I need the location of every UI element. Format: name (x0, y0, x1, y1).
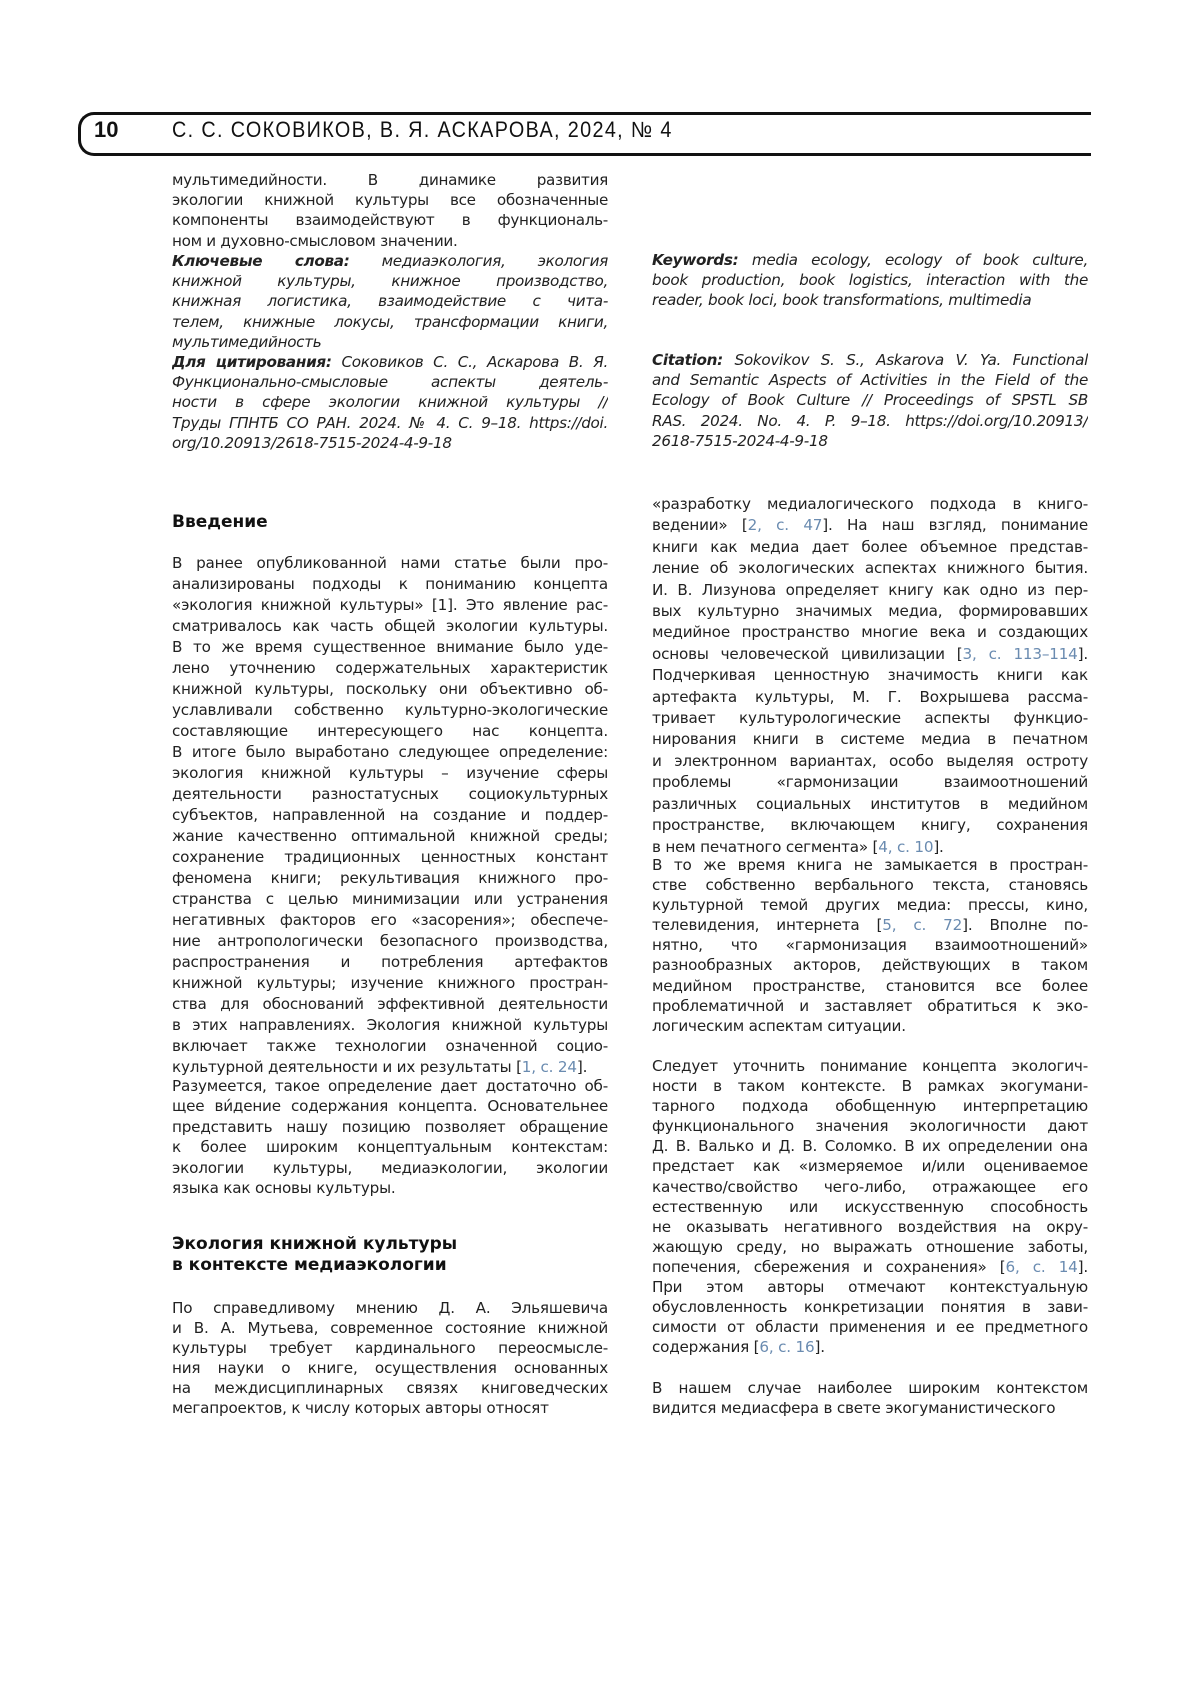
text-line: В ранее опубликованной нами статье были про- (172, 553, 608, 574)
text-line (652, 250, 1088, 270)
text-line: щее ви́дение содержания концепта. Основательнее (172, 1096, 608, 1116)
text-segment: ]. (1078, 1258, 1088, 1276)
text-line: тривает культурологические аспекты функцио- (652, 708, 1088, 729)
text-line: В нашем случае наиболее широким контекстом (652, 1378, 1088, 1398)
text-segment: ]. (814, 1338, 824, 1356)
paragraph-3 (172, 1298, 608, 1419)
text-line: мегапроектов, к числу которых авторы относят (172, 1398, 608, 1418)
text-line: «экология книжной культуры» [1]. Это явление рас- (172, 595, 608, 616)
field-label: Keywords: (652, 251, 738, 269)
text-line: разнообразных акторов, действующих в таком (652, 955, 1088, 975)
text-line (652, 350, 1088, 370)
text-line (172, 352, 608, 372)
text-line: ление об экологических аспектах книжного бытия. (652, 558, 1088, 579)
text-line (652, 1257, 1088, 1277)
text-line: на междисциплинарных связях книговедческих (172, 1378, 608, 1398)
paragraph-right-1 (652, 494, 1088, 858)
text-line: жающую среду, но выражать отношение заботы, (652, 1237, 1088, 1257)
text-line: «разработку медиалогического подхода в книго- (652, 494, 1088, 515)
text-segment: телевидения, интернета [ (652, 916, 882, 934)
text-line: В то же время книга не замыкается в простран- (652, 855, 1088, 875)
text-line: лено уточнению содержательных характеристик (172, 658, 608, 679)
text-line: функционального значения экологичности дают (652, 1116, 1088, 1136)
text-line: ности в сфере экологии книжной культуры // (172, 392, 608, 412)
text-line: уславливали собственно культурно-экологические (172, 700, 608, 721)
text-segment: попечения, сбережения и сохранения» [ (652, 1258, 1006, 1276)
text-line: экологии книжной культуры все обозначенные (172, 190, 608, 210)
paragraph-right-2 (652, 855, 1088, 1036)
text-line: Труды ГПНТБ СО РАН. 2024. № 4. С. 9–18. https://doi. (172, 413, 608, 433)
text-line: проблематичной и заставляет обратиться к эко- (652, 996, 1088, 1016)
paragraph-1 (172, 553, 608, 1078)
text-line: в этих направлениях. Экология книжной культуры (172, 1015, 608, 1036)
reference-link[interactable]: 6, с. 14 (1006, 1258, 1078, 1276)
text-line: предстает как «измеряемое и/или оцениваемое (652, 1156, 1088, 1176)
text-line: нятно, что «гармонизация взаимоотношений» (652, 935, 1088, 955)
text-line: языка как основы культуры. (172, 1178, 608, 1198)
text-line (172, 1057, 608, 1078)
text-line: книжная логистика, взаимодействие с чита- (172, 291, 608, 311)
text-line: экология книжной культуры – изучение сферы (172, 763, 608, 784)
running-title: С. С. СОКОВИКОВ, В. Я. АСКАРОВА, 2024, № 4 (172, 117, 673, 143)
text-segment: Sokovikov S. S., Askarova V. Ya. Functional (723, 351, 1088, 369)
text-segment: ]. На наш взгляд, понимание (822, 516, 1088, 534)
text-segment: основы человеческой цивилизации [ (652, 645, 963, 663)
text-line: book production, book logistics, interaction with the (652, 270, 1088, 290)
text-line: к более широким концептуальным контекстам: (172, 1137, 608, 1157)
text-segment: media ecology, ecology of book culture, (738, 251, 1088, 269)
text-line: сматривалось как часть общей экологии культуры. (172, 616, 608, 637)
text-line: естественную или искусственную способность (652, 1197, 1088, 1217)
text-segment: ведении» [ (652, 516, 748, 534)
text-line: При этом авторы отмечают контекстуальную (652, 1277, 1088, 1297)
text-line: и электронном вариантах, особо выделяя остроту (652, 751, 1088, 772)
text-line: и В. А. Мутьева, современное состояние книжной (172, 1318, 608, 1338)
text-segment: Соковиков С. С., Аскарова В. Я. (332, 353, 608, 371)
paragraph-right-3 (652, 1056, 1088, 1357)
reference-link[interactable]: 1, с. 24 (522, 1058, 577, 1076)
text-line: В итоге было выработано следующее определение: (172, 742, 608, 763)
text-line (652, 515, 1088, 536)
text-line: культурной темой других медиа: прессы, кино, (652, 895, 1088, 915)
keywords-en (652, 250, 1088, 311)
text-line: пространстве, включающем книгу, сохранения (652, 815, 1088, 836)
text-segment: содержания [ (652, 1338, 759, 1356)
heading-section-2-line-1: Экология книжной культуры (172, 1234, 457, 1255)
reference-link[interactable]: 2, с. 47 (748, 516, 823, 534)
text-line: RAS. 2024. No. 4. P. 9–18. https://doi.org/10.20913/ (652, 411, 1088, 431)
text-line: По справедливому мнению Д. А. Эльяшевича (172, 1298, 608, 1318)
text-line: медийном пространстве, становится все более (652, 976, 1088, 996)
text-segment: медиаэкология, экология (350, 252, 608, 270)
text-line: В то же время существенное внимание было уде- (172, 637, 608, 658)
text-line: компоненты взаимодействуют в функциональ- (172, 210, 608, 230)
text-line: симости от области применения и ее предметного (652, 1317, 1088, 1337)
text-line: Д. В. Валько и Д. В. Соломко. В их определении она (652, 1136, 1088, 1156)
text-line: тарного подхода обобщенную интерпретацию (652, 1096, 1088, 1116)
text-line: Функционально-смысловые аспекты деятель- (172, 372, 608, 392)
text-line: ства для обоснований эффективной деятельности (172, 994, 608, 1015)
abstract-ending (172, 170, 608, 251)
text-segment: ]. (933, 838, 943, 856)
text-line: Следует уточнить понимание концепта экологич- (652, 1056, 1088, 1076)
text-segment: ]. Вполне по- (962, 916, 1088, 934)
text-line: видится медиасфера в свете экогуманистического (652, 1398, 1088, 1418)
text-line: мультимедийности. В динамике развития (172, 170, 608, 190)
text-line: телем, книжные локусы, трансформации книги, (172, 312, 608, 332)
text-line (172, 251, 608, 271)
field-label: Ключевые слова: (172, 252, 350, 270)
paragraph-right-4 (652, 1378, 1088, 1418)
text-line: деятельности разностатусных социокультурных (172, 784, 608, 805)
reference-link[interactable]: 3, с. 113–114 (963, 645, 1078, 663)
reference-link[interactable]: 4, с. 10 (878, 838, 933, 856)
text-line: негативных факторов его «засорения»; обеспече- (172, 910, 608, 931)
text-line (652, 1337, 1088, 1357)
text-segment: ]. (1078, 645, 1088, 663)
text-line: and Semantic Aspects of Activities in the Field of the (652, 370, 1088, 390)
text-line: ния науки о книге, осуществления основанных (172, 1358, 608, 1378)
text-line: представить нашу позицию позволяет обращение (172, 1117, 608, 1137)
text-line: включает также технологии означенной социо- (172, 1036, 608, 1057)
citation-ru (172, 352, 608, 453)
paragraph-2 (172, 1076, 608, 1198)
text-line: 2618-7515-2024-4-9-18 (652, 431, 1088, 451)
citation-en (652, 350, 1088, 451)
text-line: ном и духовно-смысловом значении. (172, 231, 608, 251)
heading-section-2-line-2: в контексте медиаэкологии (172, 1255, 447, 1276)
page-number: 10 (94, 117, 118, 143)
text-line: составляющие интересующего нас концепта. (172, 721, 608, 742)
text-segment: ]. (577, 1058, 587, 1076)
text-line: нирования книги в системе медиа в печатном (652, 729, 1088, 750)
text-line: артефакта культуры, М. Г. Вохрышева рассма- (652, 687, 1088, 708)
text-line: культуры требует кардинального переосмысле- (172, 1338, 608, 1358)
text-line: феномена книги; рекультивация книжного про- (172, 868, 608, 889)
text-line: И. В. Лизунова определяет книгу как одно из пер- (652, 580, 1088, 601)
text-line (652, 644, 1088, 665)
keywords-ru (172, 251, 608, 352)
text-line: анализированы подходы к пониманию концепта (172, 574, 608, 595)
field-label: Citation: (652, 351, 723, 369)
text-line: субъектов, направленной на создание и поддер- (172, 805, 608, 826)
field-label: Для цитирования: (172, 353, 332, 371)
text-line: Разумеется, такое определение дает достаточно об- (172, 1076, 608, 1096)
text-line: странства с целью минимизации или устранения (172, 889, 608, 910)
text-line: книжной культуры, поскольку они объективно об- (172, 679, 608, 700)
text-line: Подчеркивая ценностную значимость книги как (652, 665, 1088, 686)
text-segment: культурной деятельности и их результаты [ (172, 1058, 522, 1076)
text-line: различных социальных институтов в медийном (652, 794, 1088, 815)
text-line: экологии культуры, медиаэкологии, экологии (172, 1158, 608, 1178)
text-line: книги как медиа дает более объемное представ- (652, 537, 1088, 558)
text-line: вых культурно значимых медиа, формировавших (652, 601, 1088, 622)
text-line: Ecology of Book Culture // Proceedings of SPSTL SB (652, 390, 1088, 410)
text-line: медийное пространство многие века и создающих (652, 622, 1088, 643)
text-line: org/10.20913/2618-7515-2024-4-9-18 (172, 433, 608, 453)
text-segment: в нем печатного сегмента» [ (652, 838, 878, 856)
text-line: книжной культуры, книжное производство, (172, 271, 608, 291)
reference-link[interactable]: 5, с. 72 (882, 916, 962, 934)
text-line: сохранение традиционных ценностных констант (172, 847, 608, 868)
text-line: распространения и потребления артефактов (172, 952, 608, 973)
text-line: ности в таком контексте. В рамках экогумани- (652, 1076, 1088, 1096)
text-line: мультимедийность (172, 332, 608, 352)
text-line: обусловленность конкретизации понятия в зави- (652, 1297, 1088, 1317)
text-line (652, 915, 1088, 935)
text-line: стве собственно вербального текста, становясь (652, 875, 1088, 895)
reference-link[interactable]: 6, с. 16 (759, 1338, 814, 1356)
text-line: ние антропологически безопасного производства, (172, 931, 608, 952)
heading-introduction: Введение (172, 512, 268, 533)
text-line: жание качественно оптимальной книжной среды; (172, 826, 608, 847)
text-line: не оказывать негативного воздействия на окру- (652, 1217, 1088, 1237)
text-line: книжной культуры; изучение книжного простран- (172, 973, 608, 994)
text-line: reader, book loci, book transformations, multimedia (652, 290, 1088, 310)
text-line: проблемы «гармонизации взаимоотношений (652, 772, 1088, 793)
text-line: логическим аспектам ситуации. (652, 1016, 1088, 1036)
text-line: качество/свойство чего-либо, отражающее его (652, 1177, 1088, 1197)
